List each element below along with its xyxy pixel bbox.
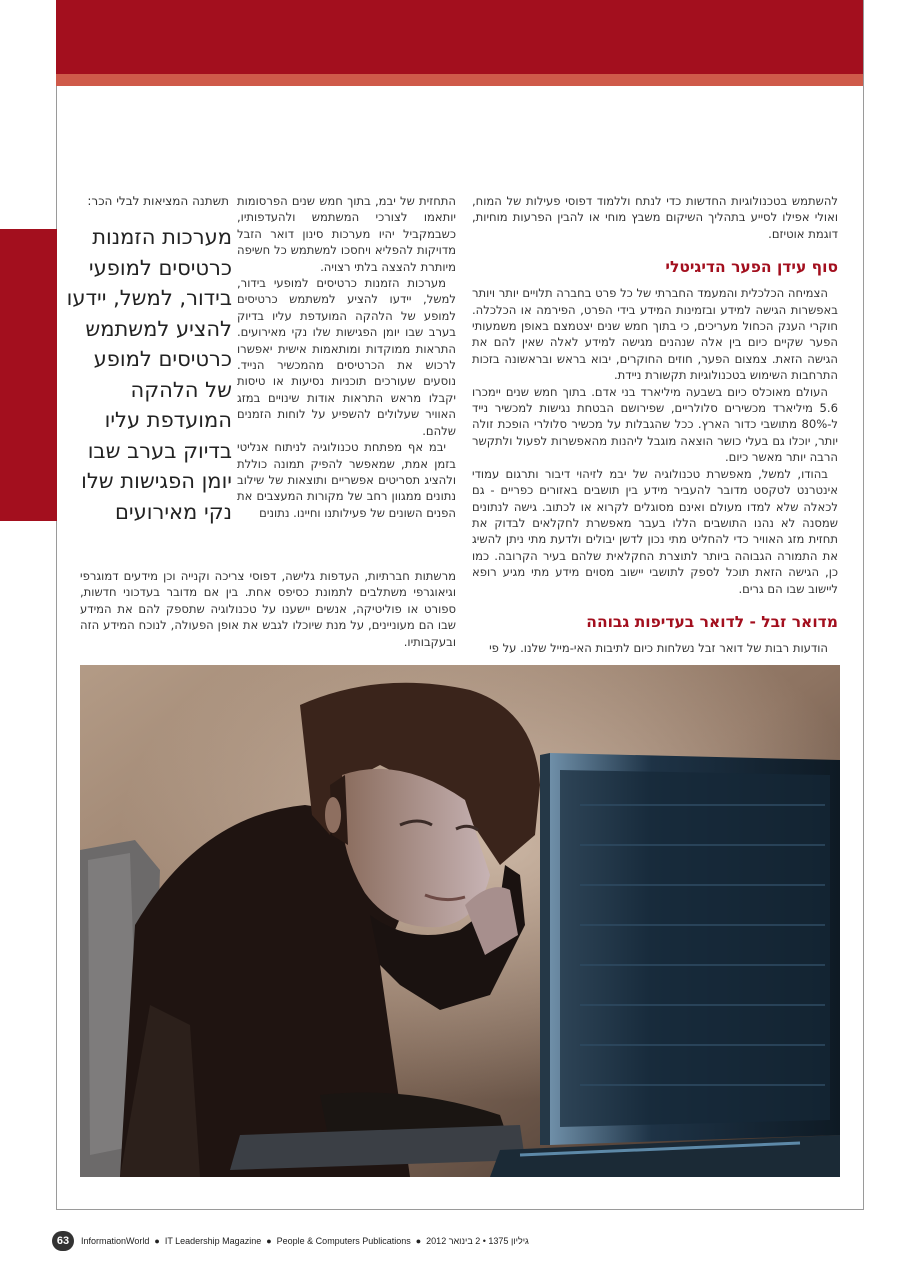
paragraph: בהודו, למשל, מאפשרת טכנולוגיה של יבמ לזיהוי דיבור ותרגום עמודי אינטרנט לטקסט מדובר להעביר מידע בין תושבים באזורים כפריים - גם לכאלה שלא למדו מעולם ואינם מסוגלים לקרוא או לכתוב. גישה לנתונים שמסנה לא נהנו התושבים הללו בעבר מאפשרת לחקלאים לבדוק את תחזית מזג האוויר כדי להחליט מתי נכון לדשן יבולים ולדעת מתי ניתן להשיג את התמורה הגבוהה ביותר לתוצרת החקלאית שלהם בעיר הקרובה. כמו כן, הגישה הזאת תוכל לספק לתושבי יישוב מסוים מידע מתי מגיע רופא ליישוב שבו הם גרים. <box>472 466 838 596</box>
page-footer <box>52 1230 532 1252</box>
woman-at-computer-illustration <box>80 665 840 1177</box>
footer-brand: InformationWorld <box>81 1236 150 1246</box>
paragraph: הצמיחה הכלכלית והמעמד החברתי של כל פרט בחברה תלויים יותר ויותר באפשרות הגישה למידע ובזמינות המידע בידי הפרט, הפירמה או הכלכלה. חוקרי הענק הכחול מעריכים, כי בתוך חמש שנים יצטמצם באופן משמעותי הפער שקיים כיום בין אלה שנהנים מגישה למידע לאלה שאין להם את הגישה הזאת. צמצום הפער, חוזים החוקרים, יבוא בראש ובראשונה בזכות התרחבות השימוש בטכנולוגיות תקשורת ניידת. <box>472 286 838 383</box>
section-heading-spam: מדואר זבל - לדואר בעדיפות גבוהה <box>586 612 838 631</box>
paragraph: העולם מאוכלס כיום בשבעה מיליארד בני אדם. בתוך חמש שנים יימכרו 5.6 מיליארד מכשירים סלולריים, שפירושם הבטחת נגישות למכשיר נייד ל-80% מתושבי כדור הארץ. ככל שהגבלות על מכשיר סלולרי הופכת זולה יותר, יוכלו גם בעלי כושר הוצאה מוגבל ליהנות מהאפשרות לפעול ולתקשר הרבה יותר מאשר כיום. <box>472 384 838 465</box>
paragraph: מערכות הזמנות כרטיסים למופעי בידור, למשל, יידעו להציע למשתמש כרטיסים למופע של הלהקה המועדפת עליו בדיוק בערב שבו יומן הפגישות שלו נקי מאירועים. התראות ממוקדות ומותאמות אישית יאפשרו לרכוש את הכרטיסים מהמכשיר הנייד. נוסעים שעורכים תוכניות נסיעות או טיסות יקבלו מראש התראות אודות שינויים במזג האוויר שעלולים להשפיע על לוחות הזמנים שלהם. <box>237 276 456 438</box>
section-heading-digital-gap: סוף עידן הפער הדיגיטלי <box>665 258 838 277</box>
separator-dot: ● <box>266 1236 272 1246</box>
separator-dot: ● <box>154 1236 160 1246</box>
frame-border-left-lower <box>56 521 57 1210</box>
separator-dot: ● <box>415 1236 422 1246</box>
article-column-middle <box>237 193 456 521</box>
frame-border-left <box>56 86 57 229</box>
paragraph: יבמ אף מפתחת טכנולוגיה לניתוח אנליטי בזמן אמת, שמאפשר להפיק תמונה כוללת ולהציג תסריטים אפשריים ותוצאות של שילוב נתונים ממגוון רחב של מקורות המעצבים את הפנים השונים של פעילותנו וחיינו. נתונים <box>237 440 456 520</box>
article-column-right <box>472 193 838 656</box>
footer-publisher: People & Computers Publications <box>276 1236 411 1246</box>
side-color-tab <box>0 229 57 521</box>
pull-quote: מערכות הזמנות כרטיסים למופעי בידור, למשל, יידעו להציע למשתמש כרטיסים למופע של הלהקה המועדפת עליו בדיוק בערב שבו יומן הפגישות שלו נקי מאירועים <box>66 225 232 524</box>
column-intro-text: להשתמש בטכנולוגיות החדשות כדי לנתח וללמוד דפוסי פעילות של המוח, ואולי אפילו לסייע בתהליך השיקום משבץ מוחי או להבין הפרעות מוחיות, דוגמת אוטיזם. <box>472 194 838 241</box>
page-number: 63 <box>52 1231 74 1251</box>
paragraph: התחזית של יבמ, בתוך חמש שנים הפרסומות יותאמו לצורכי המשתמש ולהעדפותיו, כשבמקביל יהיו מערכות סינון דואר הזבל מדויקות להפליא ויחסכו למשתמש כל חשיפה מיותרת להצצה בלתי רצויה. <box>237 194 456 274</box>
paragraph: הודעות רבות של דואר זבל נשלחות כיום לתיבות האי-מייל שלנו. על פי <box>489 640 828 655</box>
article-photo <box>80 665 840 1177</box>
article-continuation: מרשתות חברתיות, העדפות גלישה, דפוסי צריכה וקנייה וכן מידעים דמוגרפי וגיאוגרפי משתלבים לתמונת כסיפס אחת. בין אם מדובר בעדכוני חדשות, ספורט או פוליטיקה, אנשים יישענו על טכנולוגיה שתספק להם את המידע שבו הם מעוניינים, על מנת שיוכלו לגבש את אופן הפעולה, לנוכח המידע הזה ובעקבותיו. <box>80 569 456 649</box>
pull-quote-intro: תשתנה המציאות לבלי הכר: <box>87 194 229 208</box>
footer-magazine: IT Leadership Magazine <box>164 1236 262 1246</box>
footer-issue: גיליון 1375 • 2 בינואר 2012 <box>426 1236 529 1246</box>
